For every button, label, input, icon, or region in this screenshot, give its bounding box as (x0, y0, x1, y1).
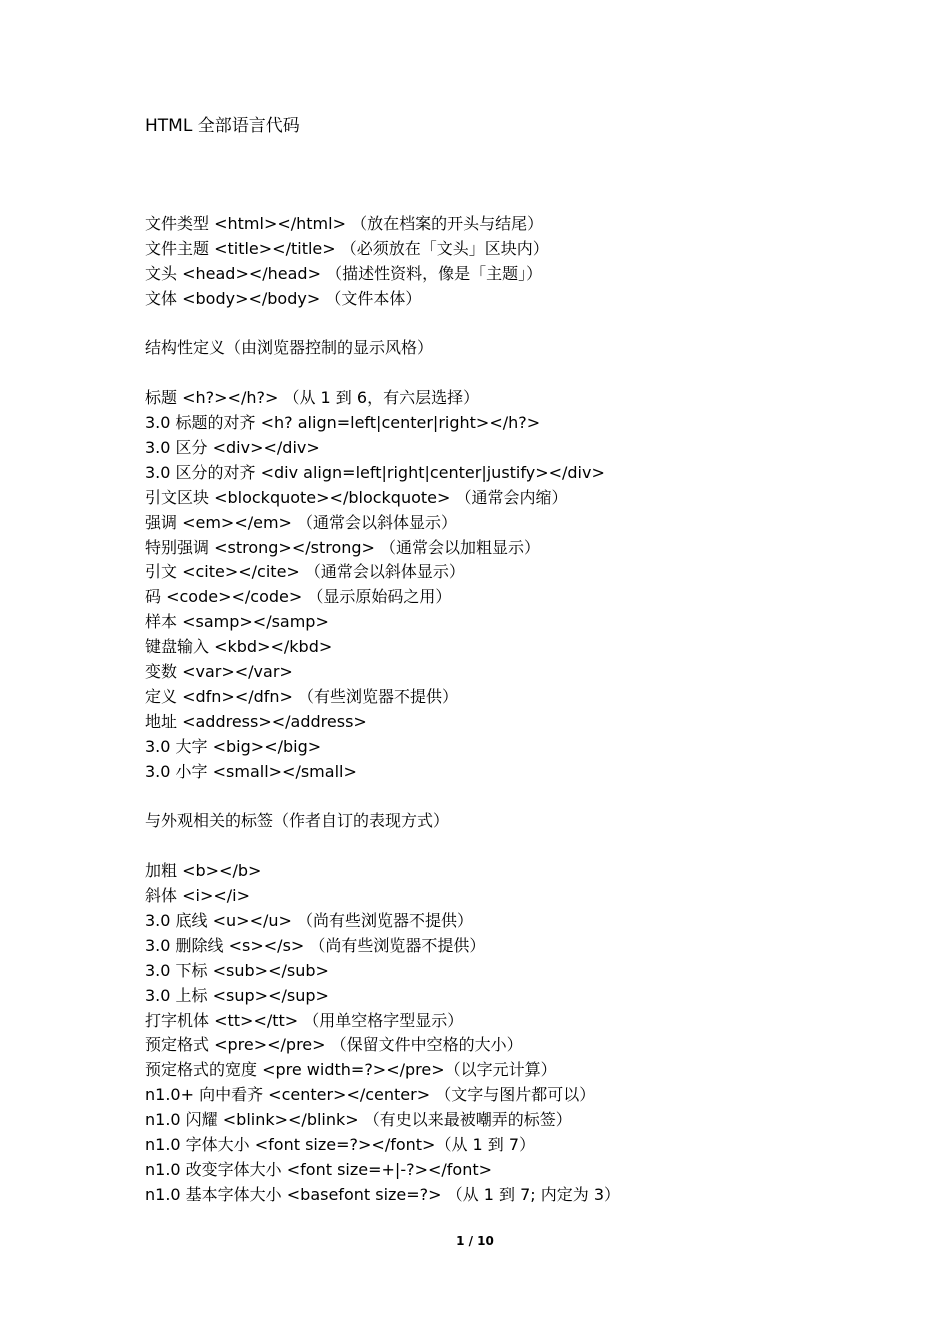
text-line: 加粗 <b></b> (145, 861, 262, 881)
text-line: 3.0 小字 <small></small> (145, 761, 357, 781)
text-line: 键盘输入 <kbd></kbd> (145, 637, 333, 657)
text-line: 3.0 区分的对齐 <div align=left|right|center|justify></div> (145, 462, 605, 482)
text-line: 定义 <dfn></dfn> （有些浏览器不提供） (145, 686, 459, 706)
text-line: 引文 <cite></cite> （通常会以斜体显示） (145, 562, 465, 582)
text-line: 码 <code></code> （显示原始码之用） (145, 587, 452, 607)
text-line: 文头 <head></head> （描述性资料，像是「主题」） (145, 263, 543, 283)
text-line: 样本 <samp></samp> (145, 612, 329, 632)
text-line: 3.0 上标 <sup></sup> (145, 985, 329, 1005)
text-line: n1.0 字体大小 <font size=?></font>（从 1 到 7） (145, 1134, 536, 1154)
text-line: 特别强调 <strong></strong> （通常会以加粗显示） (145, 537, 541, 557)
text-line: 标题 <h?></h?> （从 1 到 6，有六层选择） (145, 388, 480, 408)
text-line: 文体 <body></body> （文件本体） (145, 288, 422, 308)
text-line: 强调 <em></em> （通常会以斜体显示） (145, 512, 458, 532)
text-line: n1.0 改变字体大小 <font size=+|-?></font> (145, 1159, 493, 1179)
text-line: 预定格式的宽度 <pre width=?></pre>（以字元计算） (145, 1060, 557, 1080)
text-line: 与外观相关的标签（作者自订的表现方式） (145, 811, 450, 831)
text-line: 文件类型 <html></html> （放在档案的开头与结尾） (145, 214, 544, 233)
text-line: 文件主题 <title></title> （必须放在「文头」区块内） (145, 238, 549, 258)
blank-line (145, 361, 905, 386)
text-line: 引文区块 <blockquote></blockquote> （通常会内缩） (145, 487, 568, 507)
text-line: 斜体 <i></i> (145, 886, 250, 906)
blank-line (145, 312, 905, 337)
document-title: HTML 全部语言代码 (145, 116, 300, 136)
text-line: 预定格式 <pre></pre> （保留文件中空格的大小） (145, 1035, 523, 1055)
text-line: 打字机体 <tt></tt> （用单空格字型显示） (145, 1010, 464, 1030)
text-line: 3.0 区分 <div></div> (145, 438, 320, 458)
text-line: 3.0 标题的对齐 <h? align=left|center|right></h?> (145, 413, 541, 433)
text-line: 结构性定义（由浏览器控制的显示风格） (145, 338, 434, 358)
text-line: 3.0 删除线 <s></s> （尚有些浏览器不提供） (145, 935, 486, 955)
text-line: 3.0 底线 <u></u> （尚有些浏览器不提供） (145, 910, 474, 930)
text-line: 地址 <address></address> (145, 711, 367, 731)
text-line: n1.0 闪耀 <blink></blink> （有史以来最被嘲弄的标签） (145, 1110, 572, 1130)
document-body (145, 212, 905, 1208)
blank-line (145, 784, 905, 809)
text-line: 3.0 下标 <sub></sub> (145, 960, 329, 980)
text-line: 变数 <var></var> (145, 662, 293, 682)
text-line: n1.0 基本字体大小 <basefont size=?> （从 1 到 7; 内定为 3） (145, 1184, 621, 1204)
page-number: 1 / 10 (456, 1234, 494, 1248)
blank-line (145, 834, 905, 859)
text-line: n1.0+ 向中看齐 <center></center> （文字与图片都可以） (145, 1085, 596, 1105)
text-line: 3.0 大字 <big></big> (145, 736, 322, 756)
